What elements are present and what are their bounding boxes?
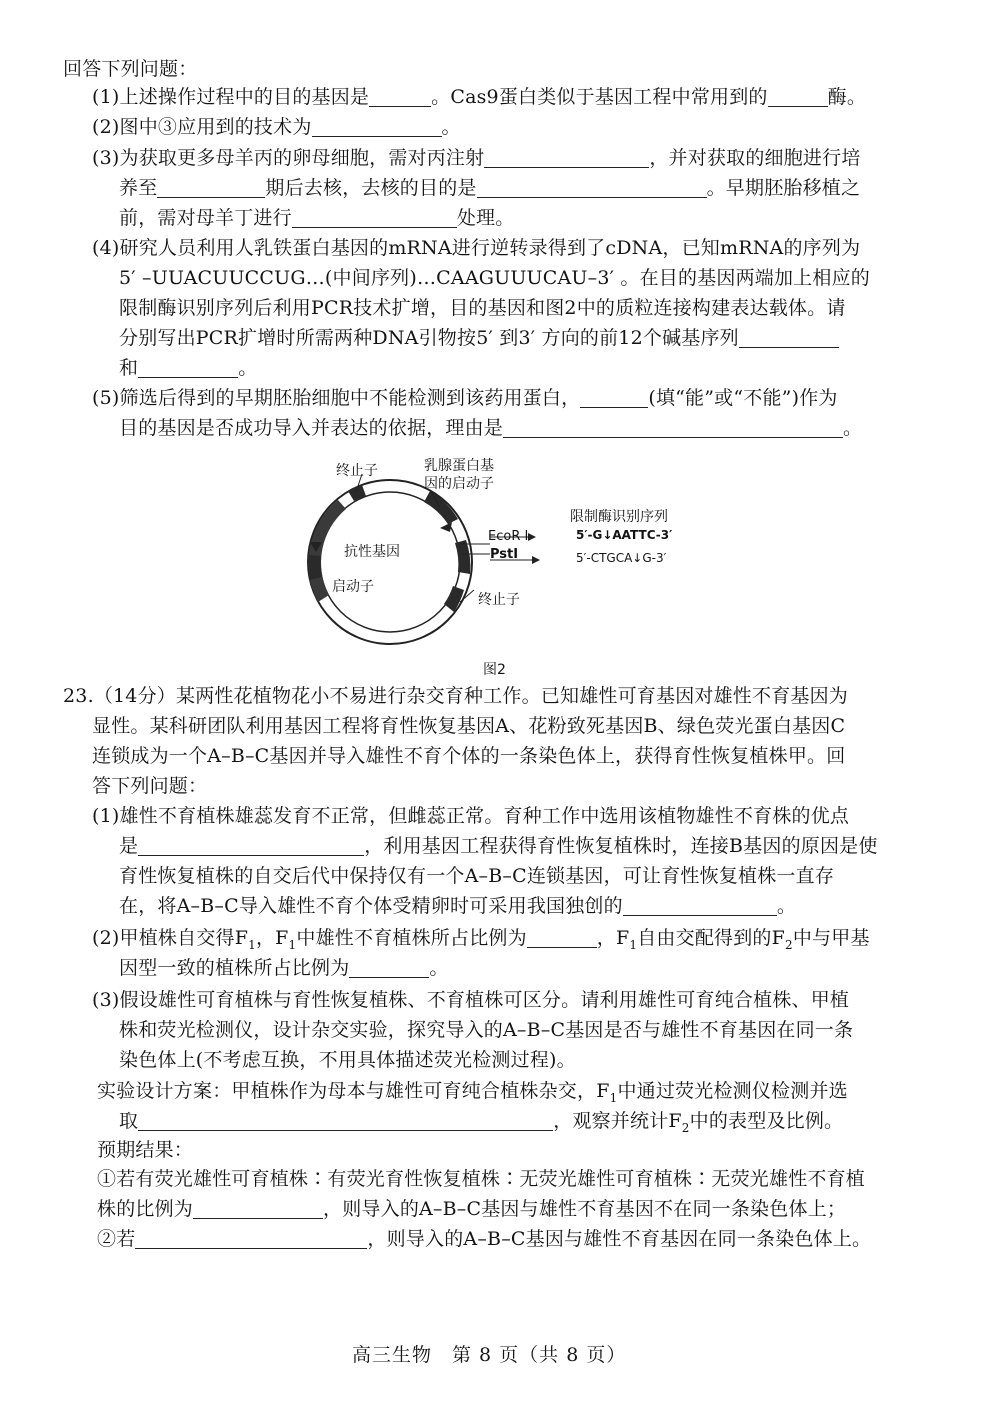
psti-arrowhead-icon xyxy=(532,556,540,564)
answer-blank[interactable] xyxy=(503,417,843,438)
q22-part4-line1: (4)研究人员利用人乳铁蛋白基因的mRNA进行逆转录得到了cDNA，已知mRNA的序列为 xyxy=(92,237,861,259)
expected-result1-line2: 株的比例为 ，则导入的A–B–C基因与雄性不育基因不在同一条染色体上； xyxy=(97,1198,847,1220)
q22-part4-line2: 5′ –UUACUUCCUG…(中间序列)…CAAGUUUCAU–3′ 。在目的基因两端加上相应的 xyxy=(119,267,870,289)
ecori-arrowhead-icon xyxy=(528,533,536,541)
answer-blank[interactable] xyxy=(623,895,777,916)
answer-blank[interactable] xyxy=(349,957,429,978)
intro-text: 回答下列问题： xyxy=(63,58,198,80)
q23-design-line1: 实验设计方案：甲植株作为母本与雄性可育纯合植株杂交，$F_1$中通过荧光检测仪检测并选 xyxy=(97,1080,848,1105)
promoter-block xyxy=(308,555,322,580)
plasmid-outer-ring xyxy=(308,480,472,644)
answer-blank[interactable] xyxy=(157,177,265,198)
q23-stem-line1: 23.（14分）某两性花植物花小不易进行杂交育种工作。已知雄性可育基因对雄性不育基因为 xyxy=(63,685,848,707)
answer-blank[interactable] xyxy=(312,116,442,137)
expected-result1-line1: ①若有荧光雄性可育植株∶有荧光育性恢复植株∶无荧光雄性可育植株∶无荧光雄性不育植 xyxy=(97,1168,866,1190)
label-milk-promoter-2: 因的启动子 xyxy=(424,476,494,492)
answer-blank[interactable] xyxy=(292,207,457,228)
label-terminator-bottom: 终止子 xyxy=(478,592,520,608)
q23-part3-line3: 染色体上(不考虑互换，不用具体描述荧光检测过程)。 xyxy=(119,1049,576,1071)
label-milk-promoter-1: 乳腺蛋白基 xyxy=(424,458,494,474)
terminator-bottom-block xyxy=(444,586,464,612)
label-psti-seq: 5′-CTGCA↓G-3′ xyxy=(576,551,667,565)
q23-part1-line2: 是 ，利用基因工程获得育性恢复植株时，连接B基因的原因是使 xyxy=(119,835,878,857)
page-footer: 高三生物 第 8 页（共 8 页） xyxy=(352,1344,627,1366)
label-ecori: EcoR I xyxy=(488,529,529,544)
q23-part1-line4: 在，将A–B–C导入雄性不育个体受精卵时可采用我国独创的 。 xyxy=(119,895,797,917)
q22-part4-line4: 分别写出PCR扩增时所需两种DNA引物按5′ 到3′ 方向的前12个碱基序列 xyxy=(119,324,839,352)
milk-promoter-arrow-icon xyxy=(440,522,452,532)
q23-stem-line3: 连锁成为一个A–B–C基因并导入雄性不育个体的一条染色体上，获得育性恢复植株甲。回 xyxy=(92,745,846,767)
q22-part4-line3: 限制酶识别序列后利用PCR技术扩增，目的基因和图2中的质粒连接构建表达载体。请 xyxy=(119,297,846,319)
q22-part3-line2: 养至 期后去核，去核的目的是 。早期胚胎移植之 xyxy=(119,177,861,199)
answer-blank[interactable] xyxy=(768,86,828,107)
q23-stem-line2: 显性。某科研团队利用基因工程将育性恢复基因A、花粉致死基因B、绿色荧光蛋白基因C xyxy=(92,715,846,737)
q23-part2-line1: (2)甲植株自交得$F_1$，$F_1$中雄性不育植株所占比例为 ，$F_1$自由交配得到的$F_2$中与甲基 xyxy=(92,927,870,952)
q23-part1-line1: (1)雄性不育植株雄蕊发育不正常，但雌蕊正常。育种工作中选用该植物雄性不育株的优点 xyxy=(92,805,850,827)
q22-part5-line1: (5)筛选后得到的早期胚胎细胞中不能检测到该药用蛋白， (填“能”或“不能”)作为 xyxy=(92,387,838,409)
terminator-top-block xyxy=(348,485,366,501)
q22-part5-line2: 目的基因是否成功导入并表达的依据，理由是 。 xyxy=(119,417,863,439)
label-terminator-top: 终止子 xyxy=(336,463,378,479)
label-promoter: 启动子 xyxy=(332,579,374,595)
answer-blank[interactable] xyxy=(135,1228,367,1249)
label-resistance-gene: 抗性基因 xyxy=(344,544,400,560)
q22-part3-line3: 前，需对母羊丁进行 处理。 xyxy=(119,207,515,229)
answer-blank[interactable] xyxy=(369,86,431,107)
label-ecori-seq: 5′-G↓AATTC-3′ xyxy=(576,528,673,542)
answer-blank[interactable] xyxy=(527,927,597,948)
answer-blank[interactable] xyxy=(138,1110,553,1131)
milk-promoter-block xyxy=(424,491,458,524)
q23-stem-line4: 答下列问题： xyxy=(92,775,208,797)
q23-part3-line2: 株和荧光检测仪，设计杂交实验，探究导入的A–B–C基因是否与雄性不育基因在同一条 xyxy=(119,1019,854,1041)
q22-part2: (2)图中③应用到的技术为 。 xyxy=(92,116,461,138)
answer-blank[interactable] xyxy=(580,387,648,408)
q22-part4-line5: 和 。 xyxy=(119,357,258,379)
answer-blank[interactable] xyxy=(484,147,649,168)
q22-part1: (1)上述操作过程中的目的基因是 。Cas9蛋白类似于基因工程中常用到的 酶。 xyxy=(92,86,867,108)
answer-blank[interactable] xyxy=(138,835,364,856)
answer-blank[interactable] xyxy=(193,1198,323,1219)
q23-part2-line2: 因型一致的植株所占比例为 。 xyxy=(119,957,449,979)
q23-part3-line1: (3)假设雄性可育植株与育性恢复植株、不育植株可区分。请利用雄性可育纯合植株、甲植 xyxy=(92,989,850,1011)
q22-part3-line1: (3)为获取更多母羊丙的卵母细胞，需对丙注射 ，并对获取的细胞进行培 xyxy=(92,147,861,169)
expected-title: 预期结果： xyxy=(97,1139,194,1161)
answer-blank[interactable] xyxy=(138,357,238,378)
expected-result2: ②若 ，则导入的A–B–C基因与雄性不育基因在同一条染色体上。 xyxy=(97,1228,872,1250)
label-psti: PstI xyxy=(490,547,519,562)
answer-blank[interactable] xyxy=(739,327,839,348)
answer-blank[interactable] xyxy=(477,177,707,198)
q23-part1-line3: 育性恢复植株的自交后代中保持仅有一个A–B–C连锁基因，可让育性恢复植株一直存 xyxy=(119,865,835,887)
figure-caption: 图2 xyxy=(483,662,506,678)
q23-design-line2: 取 ，观察并统计$F_2$中的表型及比例。 xyxy=(119,1110,844,1135)
label-site-title: 限制酶识别序列 xyxy=(570,509,668,525)
insertion-site-block xyxy=(455,540,470,574)
